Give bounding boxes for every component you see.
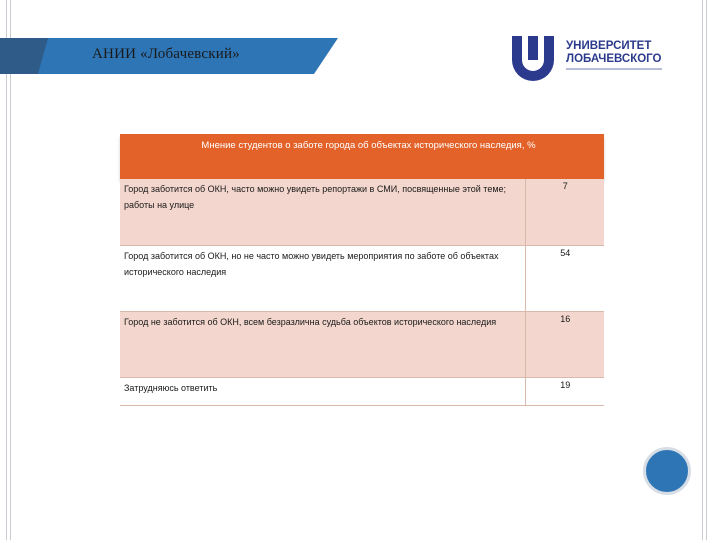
row-value: 54 <box>526 245 604 311</box>
frame-line <box>706 0 707 540</box>
university-logo <box>508 32 668 82</box>
row-value: 16 <box>526 311 604 377</box>
logo-text <box>566 40 661 66</box>
table-row <box>120 245 604 311</box>
row-value: 7 <box>526 179 604 245</box>
survey-table <box>120 134 604 406</box>
logo-line-2: ЛОБАЧЕВСКОГО <box>566 53 662 65</box>
row-text: Город заботится об ОКН, но не часто можно увидеть мероприятия по заботе об объектах исторического наследия <box>120 245 526 311</box>
table-row <box>120 377 604 405</box>
logo-tagline-line <box>566 68 662 70</box>
frame-line <box>6 0 7 540</box>
frame-line <box>702 0 703 540</box>
frame-line <box>10 0 11 540</box>
decorative-circle-icon <box>643 447 691 495</box>
table-header: Мнение студентов о заботе города об объектах исторического наследия, % <box>120 134 604 179</box>
row-text: Город заботится об ОКН, часто можно увидеть репортажи в СМИ, посвященные этой теме; работы на улице <box>120 179 526 245</box>
row-text: Затрудняюсь ответить <box>120 377 526 405</box>
row-value: 19 <box>526 377 604 405</box>
logo-line-1: УНИВЕРСИТЕТ <box>566 40 652 52</box>
table-row <box>120 179 604 245</box>
slide-title: АНИИ «Лобачевский» <box>92 46 240 62</box>
row-text: Город не заботится об ОКН, всем безразлична судьба объектов исторического наследия <box>120 311 526 377</box>
table-row <box>120 311 604 377</box>
logo-mark-icon <box>508 32 558 82</box>
